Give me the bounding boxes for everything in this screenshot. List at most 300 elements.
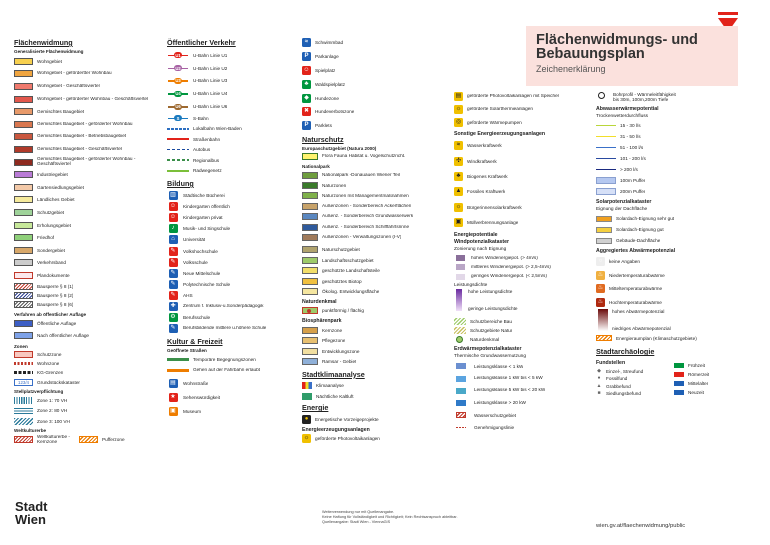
- bildung-icon: ✎: [170, 247, 176, 254]
- legend-label: Schutzgebiete Natur: [470, 328, 513, 334]
- strasse-line-icon: [167, 367, 189, 375]
- legend-row: [596, 186, 746, 197]
- abwaerme-icon: ♨: [597, 271, 604, 278]
- legend-row: [14, 359, 162, 368]
- kraftwerk-icon: ♣: [454, 172, 463, 181]
- legend-label: Radwegenetz: [193, 168, 222, 174]
- stellplatz-swatch: [14, 397, 33, 404]
- legend-row-abwgrad: [596, 309, 746, 331]
- legend-row: [596, 382, 674, 390]
- legend-row: [14, 231, 162, 244]
- section-title-archaeologie: Stadtarchäologie: [596, 347, 655, 357]
- legend-label: Pflegezone: [322, 338, 346, 344]
- poi-icon: ☺: [303, 66, 310, 73]
- legend-label: hohes Abwärmepotenzial: [612, 309, 665, 315]
- nationalpark-swatch: [302, 192, 318, 199]
- legend-label: mittleres Windenergiepot. (> 2,5-4m/s): [471, 264, 551, 269]
- legend-label: geförderte Wärmepumpen: [467, 120, 522, 125]
- legend-row: [302, 265, 450, 275]
- poi-icon: P: [302, 52, 311, 61]
- schutzzone-swatch: [14, 351, 33, 358]
- column-potentiale: [596, 92, 746, 397]
- legend-row: [14, 105, 162, 118]
- legend-label: Verkehrsband: [37, 260, 66, 266]
- sbahn-icon: S: [167, 114, 189, 122]
- verfahren-swatch: [14, 332, 33, 339]
- bildung-icon: ⚙: [170, 314, 176, 321]
- legend-row: [596, 153, 746, 164]
- biosphaere-swatch: [302, 358, 318, 365]
- kraftwerk-icon: ☼: [455, 203, 462, 210]
- legend-row: [14, 219, 162, 232]
- legend-label: 31 - 50 l/s: [620, 134, 641, 139]
- subsection-text: Eignung der Dachfläche: [596, 207, 648, 212]
- legend-row: [302, 152, 450, 162]
- legend-label: geförderte Photovoltaikanlagen: [315, 436, 380, 442]
- autobus-icon: [167, 146, 189, 154]
- legend-label: geförderte Photovoltaikanlagen mit Speicher: [467, 94, 560, 99]
- stadt-wien-logo: Stadt Wien: [15, 499, 48, 527]
- legend-label: Industriegebiet: [37, 172, 68, 178]
- legend-row: [302, 346, 450, 356]
- legend-label: Außenzonen - Sonderbereich Ackerflächen: [322, 203, 412, 208]
- legend-row: [167, 190, 299, 201]
- section-title-energie: Energie: [302, 403, 329, 413]
- legend-row: [14, 405, 162, 416]
- legend-label: Zone 3: 100 VH: [37, 418, 70, 424]
- legend-row: [302, 381, 450, 391]
- legend-row: [454, 397, 592, 409]
- solar-swatch: [596, 238, 612, 244]
- legend-label: Niedertemperaturabwärme: [609, 272, 665, 278]
- column-energie: [454, 90, 592, 433]
- vorzeigeprojekt-icon: ●: [302, 415, 311, 424]
- legend-row: [167, 290, 299, 301]
- widmung-swatch: [14, 247, 33, 254]
- klimaanalyse-swatch: [302, 382, 312, 389]
- legend-row: [14, 244, 162, 257]
- puffer-swatch: [596, 188, 616, 195]
- legend-row: [454, 409, 592, 421]
- legend-row: [596, 142, 746, 153]
- naturdenkmal-dot: [456, 336, 463, 343]
- grundstueck-swatch: 123/4: [14, 379, 33, 386]
- legend-label: Biogenes Kraftwerk: [467, 173, 508, 179]
- legend-label: Sondergebiet: [37, 247, 65, 253]
- ubahn-u2-icon: U2: [167, 64, 189, 72]
- legend-label: Kindergarten privat: [183, 215, 223, 221]
- energieraumplan-swatch: [596, 335, 612, 341]
- section-title-verkehr: Öffentlicher Verkehr: [167, 38, 236, 47]
- legend-row: [167, 312, 299, 323]
- naturdenkmal-swatch: [302, 307, 318, 314]
- abwaerme-icon: ○: [596, 257, 605, 266]
- column-flaechenwidmung: [14, 36, 162, 445]
- wohnzone-swatch: [14, 362, 33, 365]
- naturschutz-swatch: [302, 257, 318, 264]
- genehmigung-line: [456, 427, 466, 429]
- legend-row: [454, 385, 592, 397]
- legend-row: [596, 255, 746, 269]
- legend-row: [596, 282, 746, 296]
- legend-row: [167, 390, 299, 404]
- abwasser-line: [596, 125, 616, 127]
- legend-row: [454, 215, 592, 230]
- fund-icon: ▲: [596, 382, 602, 389]
- legend-label: Volkshochschule: [183, 248, 218, 254]
- stellplatz-swatch: [14, 407, 33, 414]
- legend-row: [596, 390, 674, 398]
- legend-label: Hochtemperaturabwärme: [609, 300, 662, 306]
- nationalpark-swatch: [302, 182, 318, 189]
- epoche-swatch: [674, 381, 684, 386]
- legend-row: [14, 330, 162, 342]
- legend-row: [596, 175, 746, 186]
- widmung-swatch: [14, 70, 33, 77]
- kernzone-swatch: [14, 436, 33, 443]
- legend-row: [167, 279, 299, 290]
- legend-label: Gemischtes Baugebiet: [37, 109, 85, 115]
- legend-row: [14, 194, 162, 207]
- legend-row: [14, 291, 162, 300]
- legend-label: Gemischtes Baugebiet - geförderter Wohnbau - Geschäftsviertel: [37, 157, 136, 167]
- legend-label: Außenz. - Sonderbereich Schifffahrtsrinne: [322, 224, 410, 229]
- legend-label: U-Bahn Linie U2: [193, 65, 228, 71]
- subsection-title: Europaschutzgebiet (Natura 2000): [302, 145, 377, 151]
- legend-label: Schutzzone: [37, 351, 62, 357]
- abwasser-line: [596, 169, 616, 171]
- legend-row: [454, 360, 592, 372]
- subsection-title: Generalisierte Flächenwidmung: [14, 49, 84, 54]
- legend-row: [454, 421, 592, 433]
- legend-row: [14, 80, 162, 93]
- legend-label: hohe Leistungsdichte: [468, 289, 513, 295]
- legend-row: [454, 153, 592, 168]
- legend-label: U-Bahn Linie U6: [193, 104, 228, 110]
- biosphaere-swatch: [302, 348, 318, 355]
- legend-label: Einzel-, Streufund: [606, 368, 644, 374]
- legend-label: Schutzbereiche Bau: [470, 319, 512, 325]
- legend-label: S-Bahn: [193, 115, 209, 121]
- legend-label: Römerzeit: [688, 372, 710, 378]
- legend-label: Universität: [183, 237, 206, 243]
- legend-row: [167, 62, 299, 75]
- kultur-icon: ★: [170, 393, 176, 400]
- legend-row: [14, 269, 162, 282]
- leistung-swatch: [456, 376, 466, 382]
- leistung-swatch: [456, 400, 466, 406]
- legend-row: [302, 325, 450, 335]
- wind-swatch: [456, 264, 465, 270]
- subsection-title: Sonstige Energieerzeugungsanlagen: [454, 131, 546, 137]
- legend-label: Sehenswürdigkeit: [183, 394, 221, 400]
- subsection-title: Energiepotentiale: [454, 232, 498, 239]
- subsection-title: Naturdenkmal: [302, 298, 337, 305]
- legend-row: [454, 169, 592, 184]
- legend-label: Pufferzone: [102, 437, 125, 443]
- section-title-kultur: Kultur & Freizeit: [167, 337, 223, 347]
- legend-label: Friedhof: [37, 235, 55, 241]
- legend-label: Schutzgebiet: [37, 209, 65, 215]
- regionalbus-icon: [167, 156, 189, 164]
- subsection-title: Stellplatzverpflichtung: [14, 388, 64, 394]
- legend-label: Naturzonen: [322, 183, 347, 189]
- bausperre-swatch: [14, 301, 33, 308]
- legend-label: Solardach-Eignung gut: [616, 227, 664, 232]
- legend-label: Nationalpark -Donauauen Wiener Teil: [322, 172, 400, 177]
- legend-row: [167, 257, 299, 268]
- subsection-text: Leistungsdichte: [454, 283, 488, 289]
- legend-row: [302, 391, 450, 401]
- legend-row: [167, 212, 299, 223]
- bildung-icon: ✚: [170, 302, 176, 309]
- legend-row: [167, 376, 299, 390]
- legend-row: [596, 131, 746, 142]
- bausperre-swatch: [14, 292, 33, 299]
- legend-row: [596, 333, 746, 343]
- schutzbau-swatch: [454, 318, 466, 325]
- legend-label: Öffentliche Auflage: [37, 321, 77, 327]
- legend-label: 200m Puffer: [620, 189, 646, 194]
- stellplatz-swatch: [14, 418, 33, 425]
- legend-row: [167, 323, 299, 334]
- abwaerme-icon: ♨: [597, 285, 604, 292]
- legend-label: Fossiles Kraftwerk: [467, 189, 506, 195]
- legend-label: Spielplatz: [315, 67, 336, 73]
- solar-swatch: [596, 227, 612, 233]
- legend-label: Leistungsklasse > 20 kW: [474, 400, 526, 406]
- legend-label: Kernzone: [322, 327, 343, 333]
- legend-label: Müllverbrennungsanlage: [467, 220, 519, 226]
- legend-row: [14, 168, 162, 181]
- legend-label: Weltkulturerbe - Kernzone: [37, 434, 70, 444]
- bildung-icon: ▥: [170, 192, 176, 199]
- legend-label: 101 - 200 l/s: [620, 156, 646, 161]
- legend-label: Polytechnische Schule: [183, 281, 231, 287]
- legend-label: Plandokumente: [37, 272, 70, 278]
- legend-label: Leistungsklasse < 1 kW: [474, 363, 524, 369]
- legend-label: Mitteltemperaturabwärme: [609, 286, 663, 292]
- legend-row: [302, 286, 450, 296]
- natura-swatch: [302, 153, 318, 160]
- legend-row: [14, 318, 162, 330]
- legend-label: Wohngebiet - geförderter Wohnbau - Geschäftsviertel: [37, 96, 149, 101]
- legend-label: Gartensiedlungsgebiet: [37, 184, 84, 190]
- widmung-swatch: [14, 259, 33, 266]
- legend-row: [596, 269, 746, 283]
- legend-row: [302, 180, 450, 190]
- strassenbahn-icon: [167, 135, 189, 143]
- legend-label: geschütztes Biotop: [322, 278, 362, 284]
- abwaerme-gradient: [598, 309, 608, 331]
- nationalpark-swatch: [302, 172, 318, 179]
- legend-label: Musik- und Singschule: [183, 226, 231, 232]
- legend-label: Bausperre § 8 (6): [37, 302, 74, 308]
- legend-label: Wohnstraße: [183, 380, 209, 386]
- subsection-title: Abwasserwärmepotential: [596, 106, 659, 112]
- bildung-icon: ✎: [170, 269, 176, 276]
- legend-row-bohrprofil: [596, 92, 746, 104]
- ubahn-u3-icon: U3: [167, 77, 189, 85]
- lokalbahn-icon: [167, 125, 189, 133]
- kultur-icon: ▤: [170, 379, 176, 386]
- legend-label: Lokalbahn Wien-Baden: [193, 126, 242, 132]
- legend-row: [454, 200, 592, 215]
- legend-label: Wasserkraftwerk: [467, 143, 502, 149]
- legend-row: [14, 395, 162, 406]
- abwasser-line: [596, 158, 616, 160]
- legend-row: [167, 245, 299, 256]
- subsection-text: Trockenwetterdurchfluss: [596, 114, 649, 119]
- legend-row: [14, 282, 162, 291]
- widmung-swatch: [14, 234, 33, 241]
- subsection-title: Weltkulturerbe: [14, 428, 47, 434]
- nationalpark-swatch: [302, 203, 318, 210]
- bausperre-swatch: [14, 283, 33, 290]
- legend-row: [167, 100, 299, 113]
- legend-row: [302, 232, 450, 242]
- legend-label: Landschaftsschutzgebiet: [322, 257, 374, 263]
- legend-label: KG-Grenzen: [37, 370, 64, 376]
- verfahren-swatch: [14, 320, 33, 327]
- legend-row: [454, 272, 592, 281]
- schutznatur-swatch: [454, 327, 466, 334]
- legend-label: Grabbefund: [606, 383, 631, 389]
- legend-row: [167, 134, 299, 145]
- legend-row: [596, 120, 746, 131]
- legend-row: [454, 253, 592, 262]
- legend-label: Ländliches Gebiet: [37, 197, 75, 203]
- subsection-title: Verfahren ab öffentlicher Auflage: [14, 311, 87, 317]
- subsection-title: Windpotenzialkataster: [454, 239, 510, 246]
- biosphaere-swatch: [302, 327, 318, 334]
- legend-label: Wasserschutzgebiet: [474, 412, 517, 418]
- bildung-icon: ✎: [170, 325, 176, 332]
- solar-swatch: [596, 216, 612, 222]
- legend-row: [167, 234, 299, 245]
- legend-row: [302, 414, 450, 424]
- legend-label: Regionalbus: [193, 157, 220, 163]
- kultur-icon: ▣: [170, 407, 176, 414]
- legend-label: Neuzeit: [688, 390, 704, 396]
- legend-row: [596, 375, 674, 383]
- legend-row: [302, 212, 450, 222]
- legend-label: Waldspielplatz: [315, 81, 346, 87]
- puffer-swatch: [596, 177, 616, 184]
- abwasser-line: [596, 136, 616, 138]
- widmung-swatch: [14, 146, 33, 153]
- page-subtitle: Zeichenerklärung: [536, 64, 606, 74]
- kaltluft-icon: [302, 393, 312, 400]
- legend-label: U-Bahn Linie U4: [193, 91, 228, 97]
- section-title-bildung: Bildung: [167, 178, 194, 188]
- legend-label: Museum: [183, 408, 201, 414]
- poi-icon: ◆: [302, 94, 311, 103]
- widmung-swatch: [14, 58, 33, 65]
- subsection-title: Zonen: [14, 343, 28, 349]
- legend-label: Gemischtes Baugebiet - Geschäftsviertel: [37, 147, 122, 152]
- ubahn-u1-icon: U1: [167, 51, 189, 59]
- legend-row: [596, 224, 746, 235]
- legend-row: [14, 416, 162, 427]
- photovoltaik-icon: ☼: [303, 435, 310, 442]
- legend-label: Schwimmbad: [315, 40, 344, 46]
- epoche-swatch: [674, 390, 684, 395]
- legend-row: [674, 388, 734, 397]
- legend-label: Außenzonen - Verwaltungszonen (I-V): [322, 235, 402, 240]
- ubahn-u6-icon: U6: [167, 103, 189, 111]
- legend-row: [596, 213, 746, 224]
- subsection-text: Zonierung nach Eignung: [454, 247, 507, 253]
- legend-label: Gemischtes Baugebiet - geförderter Wohnbau: [37, 121, 133, 126]
- legend-label: punktförmig / flächig: [322, 308, 364, 314]
- legend-label: 51 - 100 l/s: [620, 145, 644, 150]
- legend-row: [302, 170, 450, 180]
- legend-row: [674, 370, 734, 379]
- legend-label: Gebäude-Dachfläche: [616, 238, 661, 243]
- legend-row: [14, 131, 162, 144]
- strasse-line-icon: [167, 356, 189, 364]
- wind-swatch: [456, 274, 465, 280]
- legend-row: [302, 36, 450, 50]
- legend-label: Flora Fauna Habitat u. Vogelschutzricht.: [322, 154, 406, 159]
- legend-label: U-Bahn Linie U1: [193, 52, 228, 58]
- legend-row: [674, 361, 734, 370]
- wasserschutz-swatch: [456, 412, 466, 418]
- legend-row: [454, 138, 592, 153]
- legend-row: [302, 255, 450, 265]
- wind-swatch: [456, 255, 465, 261]
- legend-label: Kindergarten öffentlich: [183, 204, 230, 210]
- widmung-swatch: [14, 159, 33, 166]
- fund-icon: ●: [597, 375, 601, 382]
- legend-row: [302, 119, 450, 133]
- legend-row: [14, 377, 162, 386]
- poi-icon: ♣: [302, 80, 311, 89]
- legend-row: [14, 156, 162, 169]
- widmung-swatch: [14, 108, 33, 115]
- legend-label: Siedlungsbefund: [606, 391, 641, 397]
- footer-url[interactable]: wien.gv.at/flaechenwidmung/public: [596, 523, 686, 529]
- plandokument-swatch: [14, 272, 33, 279]
- energie-icon: ☼: [455, 106, 462, 112]
- nationalpark-swatch: [302, 224, 318, 231]
- legend-label: Klimaanalyse: [316, 383, 344, 389]
- subsection-title: Aggregiertes Abwärmepotenzial: [596, 248, 676, 254]
- legend-row: [454, 263, 592, 272]
- legend-row: [674, 379, 734, 388]
- legend-label: Leistungsklasse 1 kW bis < 5 kW: [474, 376, 543, 381]
- section-title-klima: Stadtklimaanalyse: [302, 369, 365, 379]
- legend-label: Städtische Bücherei: [183, 193, 225, 199]
- widmung-swatch: [14, 209, 33, 216]
- legend-label: Gehen auf der Fahrbahn erlaubt: [193, 368, 260, 373]
- legend-row: [14, 181, 162, 194]
- legend-label: AHS: [183, 292, 193, 298]
- legend-label: geschützte Landschaftsteile: [322, 268, 380, 274]
- legend-row: [596, 235, 746, 246]
- legend-label: Parkanlage: [315, 54, 339, 60]
- legend-row: [167, 404, 299, 418]
- naturschutz-swatch: [302, 288, 318, 295]
- legend-row-welterbe: [14, 434, 162, 445]
- legend-row: [302, 335, 450, 345]
- legend-row: [454, 116, 592, 129]
- legend-label: Leistungsklasse 5 kW bis < 20 kW: [474, 388, 546, 393]
- legend-label: Wohngebiet - Geschäftsviertel: [37, 84, 100, 89]
- legend-label: Wohngebiet - gefördertter Wohnbau: [37, 71, 112, 76]
- legend-row: [596, 164, 746, 175]
